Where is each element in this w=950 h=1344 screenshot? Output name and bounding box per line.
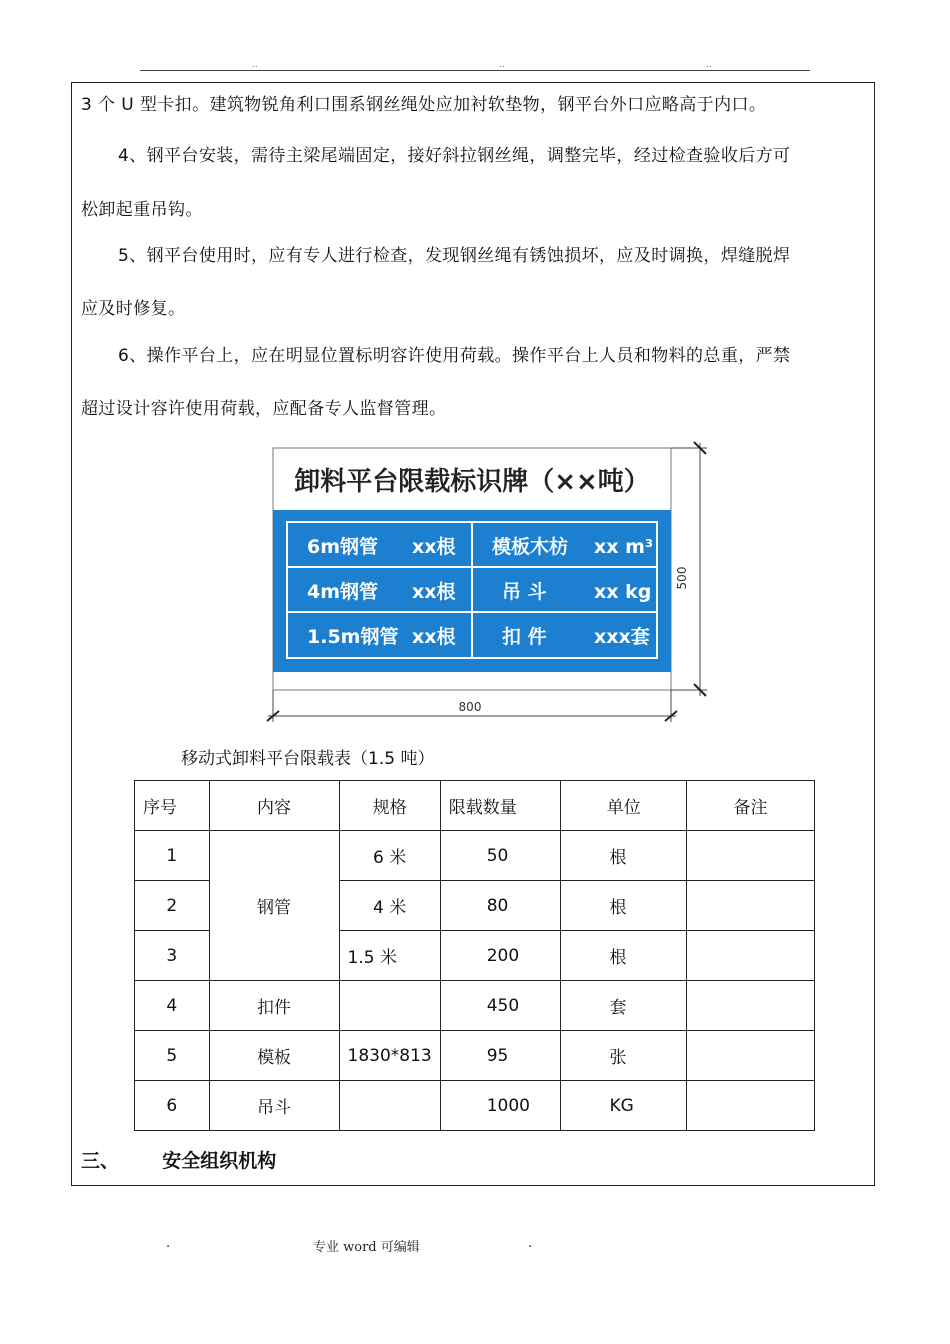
load-limit-sign-figure [262, 440, 722, 725]
unit-cell: 张 [561, 1031, 687, 1081]
sign-cell: 模板木枋 [492, 536, 569, 558]
qty-cell: 200 [440, 931, 561, 981]
paragraph-line: 6、操作平台上，应在明显位置标明容许使用荷载。操作平台上人员和物料的总重，严禁 [118, 346, 791, 366]
unit-cell: 根 [561, 831, 687, 881]
header-dot: .. [499, 60, 505, 70]
width-label: 800 [458, 700, 482, 714]
paragraph-line: 4、钢平台安装，需待主梁尾端固定，接好斜拉钢丝绳，调整完毕，经过检查验收后方可 [118, 146, 791, 166]
paragraph-line: 超过设计容许使用荷载，应配备专人监督管理。 [81, 399, 447, 419]
content-cell: 吊斗 [209, 1081, 339, 1131]
table-row [135, 831, 815, 881]
spec-cell: 1830*813 [339, 1031, 440, 1081]
row-number: 1 [135, 831, 210, 881]
spec-cell: 6 米 [339, 831, 440, 881]
table-row [135, 1081, 815, 1131]
row-number: 2 [135, 881, 210, 931]
height-label: 500 [675, 566, 689, 590]
sign-cell: xx根 [412, 581, 456, 603]
table-header-row [135, 781, 815, 831]
header-cell: 规格 [339, 781, 440, 831]
unit-cell: 根 [561, 881, 687, 931]
note-cell [686, 831, 814, 881]
footer-dot: . [528, 1236, 533, 1251]
sign-cell: 4m钢管 [307, 581, 379, 603]
sign-cell: 6m钢管 [307, 536, 379, 558]
note-cell [686, 981, 814, 1031]
spec-cell: 1.5 米 [339, 931, 440, 981]
table-row [135, 1031, 815, 1081]
header-cell: 备注 [686, 781, 814, 831]
note-cell [686, 1081, 814, 1131]
sign-cell: xx根 [412, 536, 456, 558]
qty-cell: 450 [440, 981, 561, 1031]
header-cell: 限载数量 [440, 781, 561, 831]
note-cell [686, 881, 814, 931]
footer-text: 专业 word 可编辑 [313, 1240, 420, 1255]
sign-cell: xx根 [412, 626, 456, 648]
sign-cell: xx m³ [594, 536, 654, 558]
note-cell [686, 931, 814, 981]
table-caption: 移动式卸料平台限载表（1.5 吨） [181, 749, 435, 769]
row-number: 6 [135, 1081, 210, 1131]
paragraph-line: 松卸起重吊钩。 [81, 200, 203, 220]
qty-cell: 1000 [440, 1081, 561, 1131]
sign-cell: 扣 件 [502, 626, 547, 648]
qty-cell: 50 [440, 831, 561, 881]
header-dot: .. [706, 60, 712, 70]
header-dot: .. [252, 60, 258, 70]
section-heading [81, 1146, 276, 1173]
header-cell: 序号 [135, 781, 210, 831]
content-cell: 扣件 [209, 981, 339, 1031]
unit-cell: KG [561, 1081, 687, 1131]
footer-dot: . [166, 1236, 171, 1251]
paragraph-line: 5、钢平台使用时，应有专人进行检查，发现钢丝绳有锈蚀损坏，应及时调换，焊缝脱焊 [118, 246, 791, 266]
paragraph-line: 应及时修复。 [81, 299, 186, 319]
header-cell: 内容 [209, 781, 339, 831]
sign-cell: 1.5m钢管 [307, 626, 399, 648]
row-number: 3 [135, 931, 210, 981]
load-limit-table [134, 780, 815, 1131]
sign-drawing [262, 440, 722, 725]
sign-cell: 吊 斗 [502, 581, 547, 603]
qty-cell: 95 [440, 1031, 561, 1081]
unit-cell: 套 [561, 981, 687, 1031]
unit-cell: 根 [561, 931, 687, 981]
spec-cell [339, 1081, 440, 1131]
row-number: 4 [135, 981, 210, 1031]
section-number: 三、 [81, 1150, 120, 1172]
note-cell [686, 1031, 814, 1081]
content-cell: 钢管 [209, 831, 339, 981]
sign-title: 卸料平台限载标识牌（××吨） [294, 467, 650, 497]
content-cell: 模板 [209, 1031, 339, 1081]
header-cell: 单位 [561, 781, 687, 831]
spec-cell: 4 米 [339, 881, 440, 931]
paragraph-line: 3 个 U 型卡扣。建筑物锐角利口围系钢丝绳处应加衬软垫物，钢平台外口应略高于内口。 [81, 95, 767, 115]
row-number: 5 [135, 1031, 210, 1081]
table-row [135, 981, 815, 1031]
sign-cell: xxx套 [594, 626, 650, 648]
sign-cell: xx kg [594, 581, 652, 603]
section-title: 安全组织机构 [162, 1150, 277, 1172]
header-rule [140, 70, 810, 71]
qty-cell: 80 [440, 881, 561, 931]
spec-cell [339, 981, 440, 1031]
